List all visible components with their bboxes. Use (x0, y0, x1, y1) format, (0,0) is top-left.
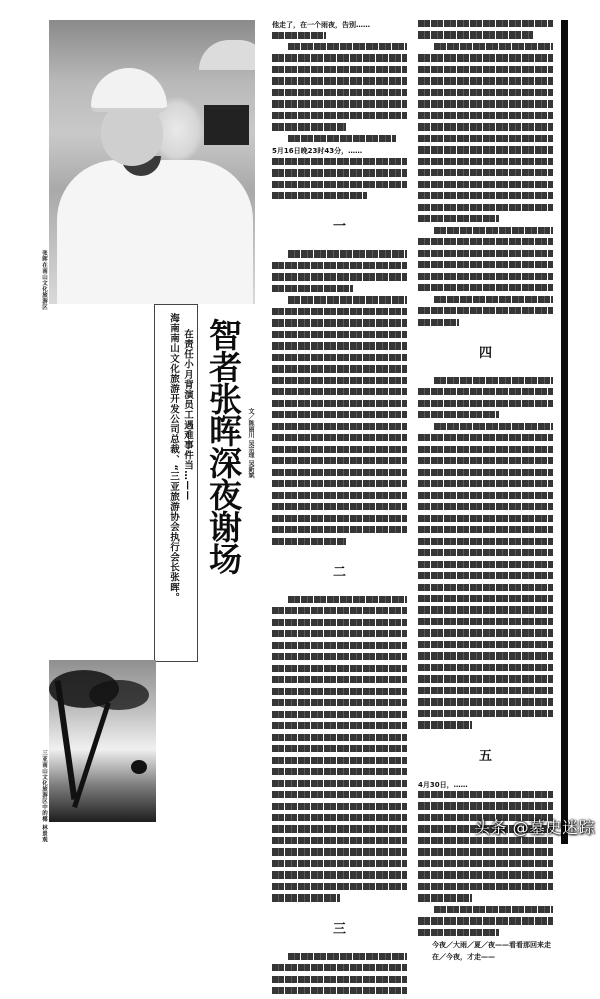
text-column-1 (272, 20, 407, 999)
subtitle-line-1: 在责任小月背演员工遇难事件当…—— (182, 329, 193, 501)
paragraph-block (418, 20, 553, 326)
portrait-photo (49, 20, 255, 304)
photo-bottom-caption: 三亚南山文化旅游区中的椰 林景观 (41, 750, 47, 843)
section-heading-1: 一 (332, 219, 346, 235)
paragraph-block (272, 250, 407, 544)
palm-trunk (72, 702, 111, 808)
photo-top-caption: 张晖在南山文化旅游区 (41, 250, 47, 310)
page-edge-rule (561, 20, 568, 844)
palm-tree-photo (49, 660, 156, 822)
closing-verse: 今夜／大雨／夏／夜——看看那回来走在／今夜，才走—— (432, 941, 551, 961)
paragraph-block (418, 377, 553, 729)
opening-line: 他走了，在一个雨夜，告别…… (272, 21, 370, 29)
polo-shirt (57, 160, 253, 304)
distant-tree (131, 760, 147, 774)
white-cap (91, 68, 167, 112)
background-umbrella (199, 40, 255, 70)
date-line: 5月16日晚23时43分，…… (272, 147, 363, 156)
paragraph-block (418, 780, 553, 964)
subtitle-line-2: 海南南山文化旅游开发公司总裁、“三亚旅游协会执行会长张晖。 (168, 313, 179, 603)
section-heading-2: 二 (332, 564, 346, 580)
section-heading-3: 三 (332, 921, 346, 937)
section-5-opening: 4月30日，…… (418, 780, 468, 789)
background-figure (204, 105, 249, 145)
paragraph-block (272, 953, 407, 995)
paragraph-block (272, 32, 407, 200)
watermark: 头条 @墓史迷踪 (474, 818, 596, 837)
subtitle-box (154, 304, 198, 662)
palm-fronds (89, 680, 149, 710)
section-heading-5: 五 (478, 748, 492, 764)
paragraph-block (272, 596, 407, 902)
headline: 智者张晖深夜谢场 (204, 318, 243, 574)
section-heading-4: 四 (478, 345, 492, 361)
byline: 文／陈丽川 吴宗理 吴新斌 (247, 408, 254, 479)
